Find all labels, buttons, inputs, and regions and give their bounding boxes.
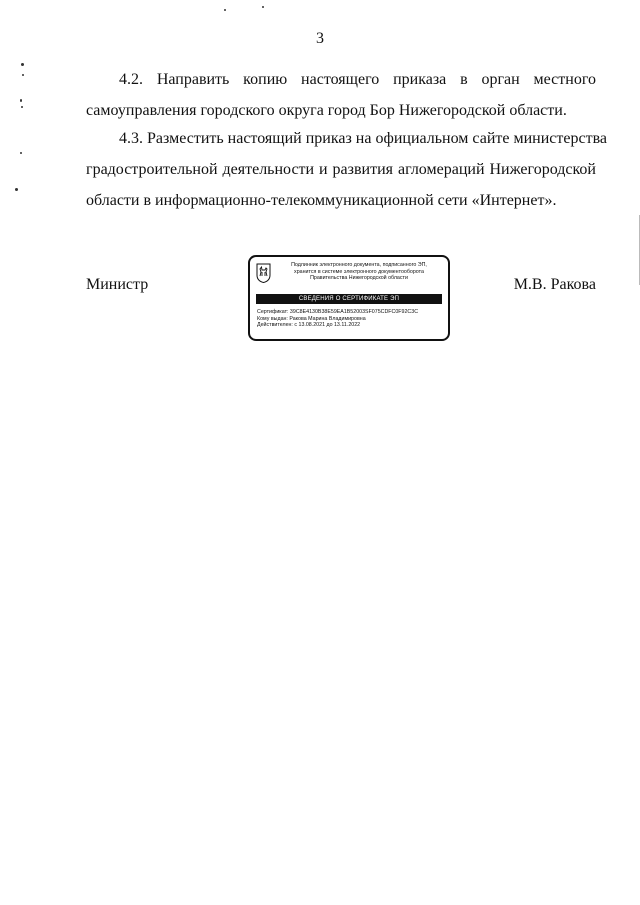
scan-speck [21, 63, 24, 66]
nizhny-novgorod-deer-emblem-icon [256, 263, 271, 283]
scan-speck [20, 99, 22, 102]
paragraph-line: 4.3. Разместить настоящий приказ на официальном сайте министерства [119, 130, 608, 147]
stamp-details [257, 309, 445, 329]
signer-name: М.В. Ракова [513, 276, 596, 293]
stamp-header-line: Правительства Нижегородской области [310, 275, 408, 282]
stamp-certificate-line: Сертификат: 39C8E4130B38E59EA1B52003SF075CDFC0F92C3C [257, 309, 419, 315]
stamp-certificate-bar: СВЕДЕНИЯ О СЕРТИФИКАТЕ ЭП [256, 294, 442, 304]
stamp-issued-to-line: Кому выдан: Ракова Марина Владимировна [257, 315, 366, 322]
electronic-signature-stamp [248, 255, 450, 341]
scan-speck [20, 152, 22, 154]
paragraph-line: самоуправления городского округа город Бор Нижегородской области. [86, 102, 567, 119]
paragraph-line: градостроительной деятельности и развития агломераций Нижегородской [86, 161, 596, 178]
stamp-header-line: хранится в системе электронного документооборота [294, 268, 424, 275]
scan-speck [22, 74, 24, 76]
scan-speck [15, 188, 18, 191]
stamp-validity-line: Действителен: с 13.08.2021 до 13.11.2022 [257, 322, 361, 329]
stamp-header-line: Подлинник электронного документа, подписанного ЭП, [291, 262, 427, 268]
stamp-header [274, 262, 444, 282]
paragraph-4-3 [86, 123, 608, 216]
signer-title: Министр [86, 276, 149, 293]
paragraph-line: области в информационно-телекоммуникационной сети «Интернет». [86, 192, 557, 209]
page-number: 3 [316, 30, 324, 47]
scan-speck [224, 9, 226, 11]
scan-speck [21, 106, 23, 108]
paragraph-4-2 [86, 64, 596, 126]
scan-speck [262, 6, 264, 8]
paragraph-line: 4.2. Направить копию настоящего приказа в орган местного [119, 71, 596, 88]
